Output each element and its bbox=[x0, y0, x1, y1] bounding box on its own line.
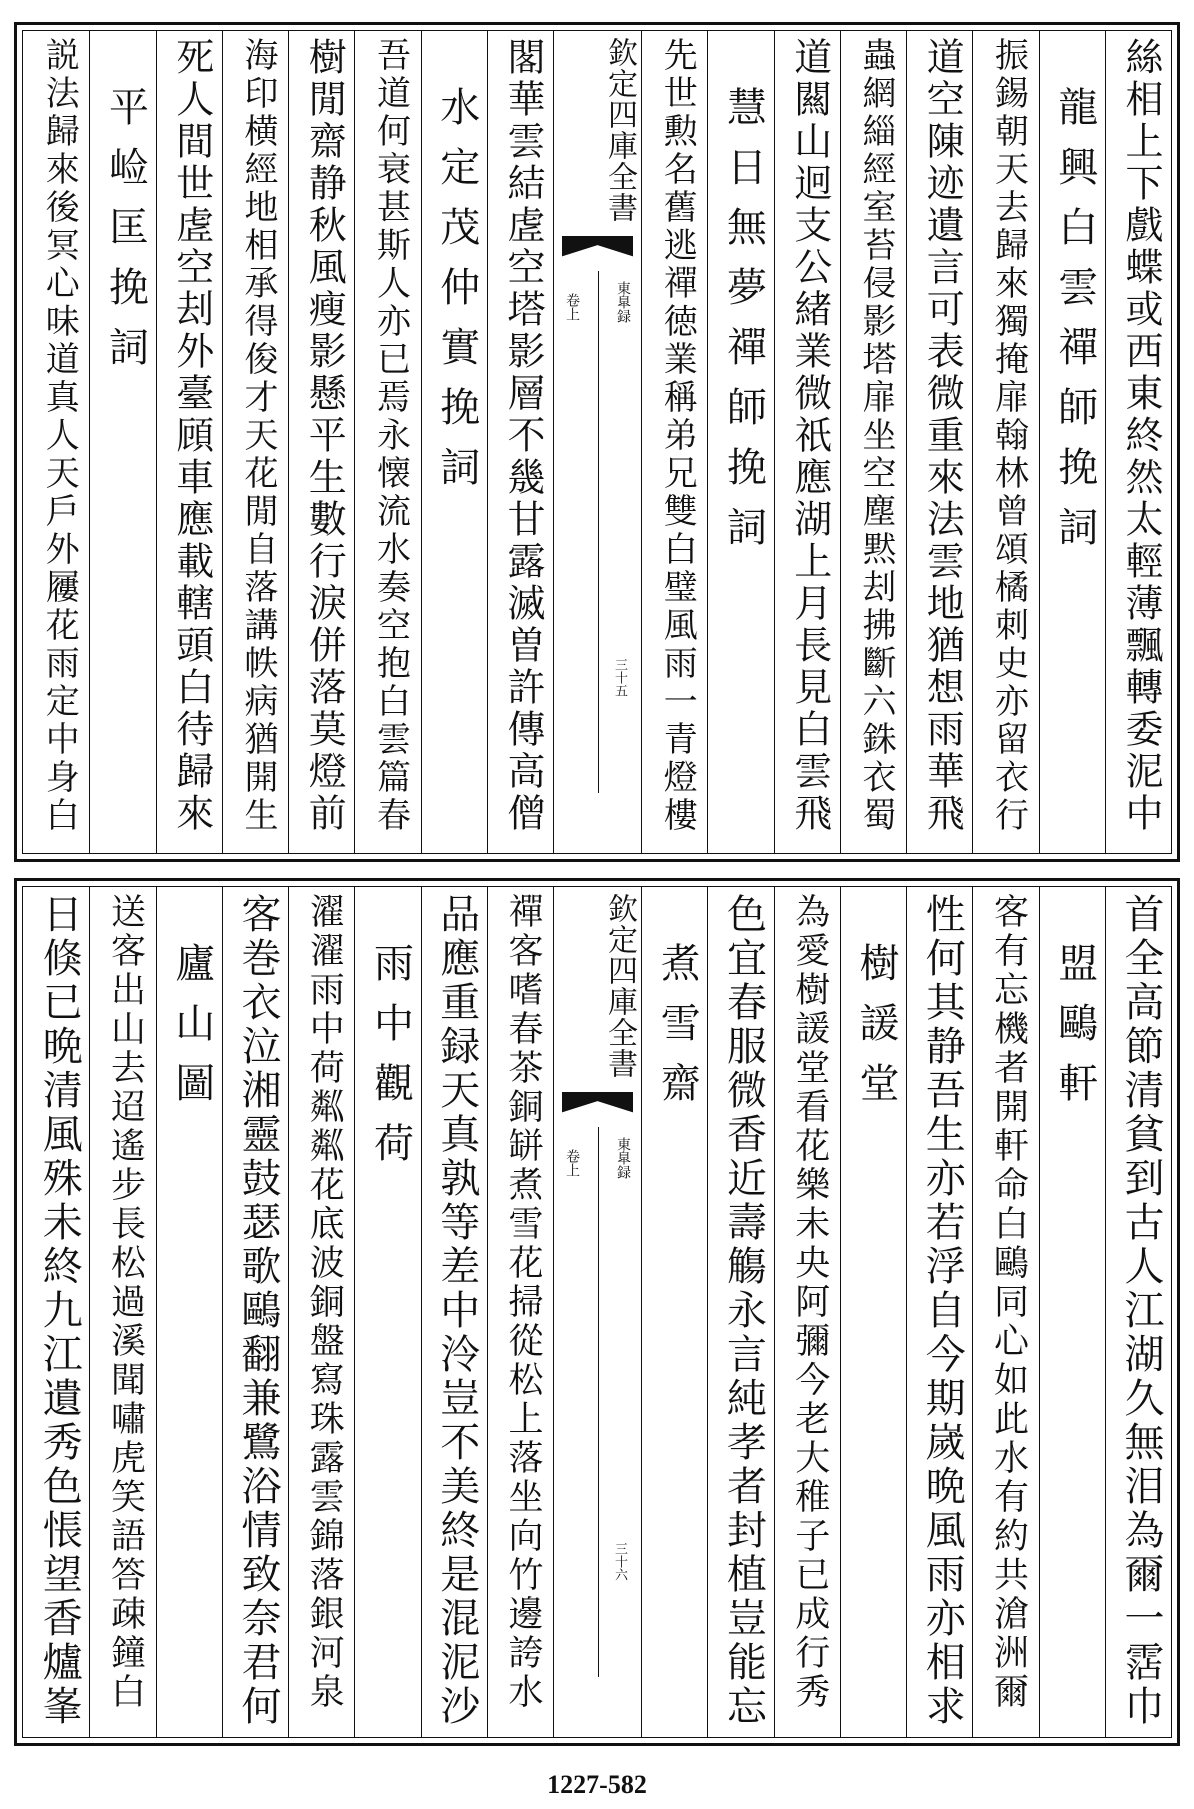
text-column bbox=[156, 31, 222, 853]
text-column bbox=[487, 31, 553, 853]
poem-title: 平崄匡挽詞 bbox=[102, 86, 149, 386]
poem-line: 蟲網緇經室苔侵影塔扉坐空塵黙刦拂斷六銖衣蜀 bbox=[856, 37, 896, 835]
poem-line: 客巻衣泣湘靈鼓瑟歌鷗翻兼鷺浴情致奈君何 bbox=[235, 893, 281, 1729]
poem-line: 品應重録天真孰等差中泠豈不美終是混泥沙 bbox=[433, 893, 480, 1729]
top-page-frame bbox=[22, 30, 1172, 854]
text-column bbox=[774, 887, 840, 1737]
text-column bbox=[23, 31, 89, 853]
poem-line: 閣華雲結虗空塔影層不㡬甘露滅曽許傳高僧 bbox=[501, 37, 545, 835]
poem-title-column bbox=[1039, 31, 1105, 853]
bottom-page-spread bbox=[14, 878, 1180, 1746]
poem-line: 為愛樹諼堂看花樂未央阿彌今老大稚子已成行秀 bbox=[789, 893, 830, 1712]
text-column bbox=[487, 887, 553, 1737]
text-column bbox=[774, 31, 840, 853]
poem-title-column bbox=[1039, 887, 1105, 1737]
poem-line: 濯濯雨中荷粼粼花底波銅盤寫珠露雲錦落銀河泉 bbox=[304, 893, 345, 1712]
text-column bbox=[641, 31, 707, 853]
poem-line: 振錫朝天去歸來獨掩扉翰林曾頌橘刺史亦留衣行 bbox=[988, 37, 1029, 835]
folio-number: 三十六 bbox=[612, 1542, 627, 1581]
text-column bbox=[222, 31, 288, 853]
poem-line: 送客出山去迢遙步長松過溪聞嘯虎笑語答疎鐘白 bbox=[105, 893, 146, 1712]
center-fold-column bbox=[553, 887, 641, 1737]
book-title: 東臯録 bbox=[615, 281, 631, 323]
text-column bbox=[421, 887, 487, 1737]
text-column bbox=[972, 31, 1038, 853]
folio-number: 三十五 bbox=[612, 658, 627, 697]
center-rule bbox=[598, 271, 599, 793]
text-column bbox=[222, 887, 288, 1737]
poem-line: 日倏已晩清風殊未終九江遺秀色悵望香爐峯 bbox=[36, 893, 83, 1729]
poem-line: 首全高節清貧到古人江湖久無泪為爾一霑巾 bbox=[1118, 893, 1164, 1729]
text-column bbox=[1105, 31, 1171, 853]
text-column bbox=[972, 887, 1038, 1737]
fishtail-mark-icon bbox=[562, 236, 633, 270]
poem-title-column bbox=[89, 31, 155, 853]
text-column bbox=[840, 31, 906, 853]
volume-label: 卷上 bbox=[564, 293, 580, 321]
poem-line: 説法歸來後冥心味道真人天戶外屨花雨定中身白 bbox=[39, 37, 80, 835]
poem-title-column bbox=[421, 31, 487, 853]
top-page-spread bbox=[14, 22, 1180, 862]
poem-title: 慧日無夢禪師挽詞 bbox=[720, 86, 767, 566]
text-column bbox=[288, 31, 354, 853]
center-fold-column bbox=[553, 31, 641, 853]
poem-title-column bbox=[354, 887, 420, 1737]
poem-line: 客有忘機者開軒命白鷗同心如此水有約共滄洲爾 bbox=[988, 893, 1029, 1712]
poem-title: 雨中觀荷 bbox=[367, 942, 414, 1182]
book-title: 東臯録 bbox=[615, 1137, 631, 1179]
text-column bbox=[23, 887, 89, 1737]
poem-line: 性何其静吾生亦若浮自今期嵗晩風雨亦相求 bbox=[919, 893, 966, 1729]
poem-line: 死人間世虗空刦外臺頋車應載轄頭白待歸來 bbox=[169, 37, 214, 835]
poem-line: 色宜春服微香近壽觴永言純孝者封植豈能忘 bbox=[720, 893, 767, 1729]
poem-line: 吾道何衰甚斯人亦已焉永懐流水奏空抱白雲篇春 bbox=[370, 37, 411, 835]
text-column bbox=[707, 887, 773, 1737]
poem-title-column bbox=[707, 31, 773, 853]
poem-line: 道空陳迹遺言可表微重來法雲地猶想雨華飛 bbox=[920, 37, 965, 835]
volume-label: 卷上 bbox=[564, 1149, 580, 1177]
text-column bbox=[89, 887, 155, 1737]
page-number: 1227-582 bbox=[547, 1770, 647, 1799]
poem-title-column bbox=[840, 887, 906, 1737]
poem-line: 禪客嗜春茶銅缾煮雪花掃從松上落坐向竹邊誇水 bbox=[503, 893, 543, 1712]
poem-line: 先世勲名舊逃禪徳業稱弟兄雙白璧風雨一青燈樓 bbox=[657, 37, 698, 835]
fishtail-mark-icon bbox=[562, 1092, 633, 1126]
series-title: 欽定四庫全書 bbox=[602, 893, 637, 1079]
poem-title: 樹諼堂 bbox=[853, 942, 899, 1122]
series-title: 欽定四庫全書 bbox=[602, 37, 637, 223]
poem-line: 樹閒齋静秋風瘦影懸平生數行淚併落莫燈前 bbox=[302, 37, 347, 835]
bottom-page-columns bbox=[23, 887, 1171, 1737]
poem-title-column bbox=[641, 887, 707, 1737]
poem-line: 海印横經地相承得俊才天花閒自落講帙病猶開生 bbox=[238, 37, 278, 835]
poem-title-column bbox=[156, 887, 222, 1737]
poem-title: 水定茂仲實挽詞 bbox=[433, 86, 480, 506]
poem-title: 龍興白雲禪師挽詞 bbox=[1051, 86, 1098, 566]
center-rule bbox=[598, 1127, 599, 1677]
poem-title: 廬山圖 bbox=[168, 942, 215, 1122]
text-column bbox=[906, 887, 972, 1737]
top-page-columns bbox=[23, 31, 1171, 853]
poem-line: 絲相上下戲蝶或西東終然太輕薄飄轉委泥中 bbox=[1119, 37, 1163, 835]
poem-line: 道闗山迥支公緒業微祇應湖上月長見白雲飛 bbox=[787, 37, 832, 835]
text-column bbox=[354, 31, 420, 853]
bottom-page-frame bbox=[22, 886, 1172, 1738]
poem-title: 盟鷗軒 bbox=[1051, 942, 1098, 1122]
text-column bbox=[906, 31, 972, 853]
poem-title: 煮雪齋 bbox=[654, 942, 701, 1122]
text-column bbox=[288, 887, 354, 1737]
text-column bbox=[1105, 887, 1171, 1737]
